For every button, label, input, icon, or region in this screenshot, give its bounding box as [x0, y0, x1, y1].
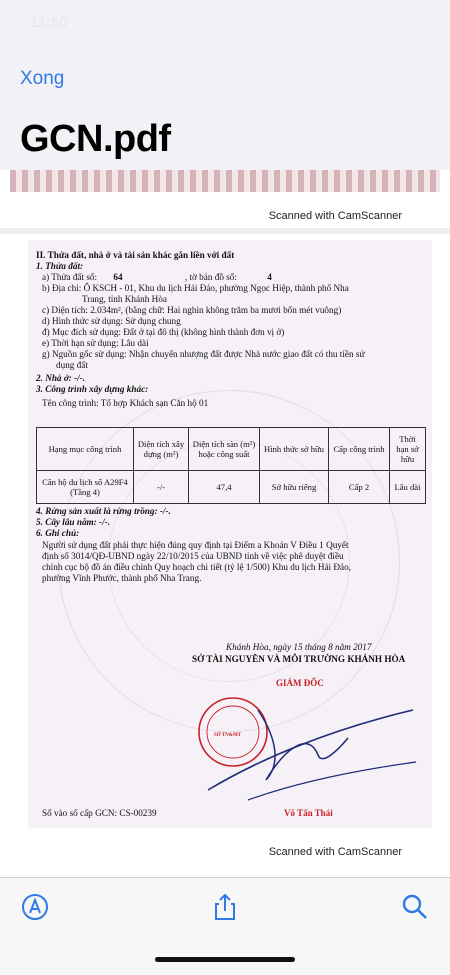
- stamp-inner-ring: [207, 706, 259, 758]
- director-title: GIÁM ĐỐC: [276, 678, 324, 688]
- page-border-pattern: [10, 170, 440, 192]
- stamp-text: SỞ TN&MT: [214, 733, 241, 738]
- search-icon[interactable]: [400, 892, 430, 922]
- note-line-3: chỉnh cục bộ đồ án điều chỉnh Quy hoạch chi tiết (tỷ lệ 1/500) Khu du lịch Hải Đảo,: [42, 562, 351, 572]
- table-cell: -/-: [134, 471, 189, 504]
- camscanner-watermark: Scanned with CamScanner: [268, 846, 402, 858]
- table-cell: 47,4: [189, 471, 260, 504]
- issue-date: Khánh Hòa, ngày 15 tháng 8 năm 2017: [226, 642, 372, 652]
- pdf-page-1: [0, 170, 450, 228]
- table-header-row: [37, 428, 426, 471]
- signature-stamp: [188, 670, 418, 820]
- markup-pen-icon[interactable]: [20, 892, 50, 922]
- usage-form-line: d) Hình thức sử dụng: Sử dụng chung: [42, 316, 181, 326]
- address-line-1: b) Địa chỉ: Ô KSCH - 01, Khu du lịch Hải Đảo, phường Ngọc Hiệp, thành phố Nha: [42, 283, 349, 293]
- certificate-page: [28, 240, 432, 828]
- stamp-outer-ring: [199, 698, 267, 766]
- note-line-2: định số 3014/QĐ-UBND ngày 22/10/2015 của UBND tỉnh về việc phê duyệt điều: [42, 551, 344, 561]
- signer-name: Võ Tấn Thái: [284, 808, 333, 818]
- note-line-1: Người sử dụng đất phải thực hiện đúng quy định tại Điểm a Khoản V Điều 1 Quyết: [42, 540, 349, 550]
- table-header: Diện tích sàn (m²) hoặc công suất: [189, 428, 260, 471]
- area-line: c) Diện tích: 2.034m², (bằng chữ: Hai nghìn không trăm ba mươi bốn mét vuông): [42, 305, 342, 315]
- table-header: Cấp công trình: [329, 428, 390, 471]
- pdf-viewer[interactable]: [0, 170, 450, 877]
- share-icon[interactable]: [210, 892, 240, 922]
- table-header: Hình thức sở hữu: [260, 428, 329, 471]
- table-cell: Lâu dài: [390, 471, 426, 504]
- parcel-heading: 1. Thửa đất:: [36, 261, 84, 271]
- signature-stroke-1: [208, 710, 413, 790]
- map-sheet-label: , tờ bản đồ số:: [184, 272, 237, 282]
- table-cell: Sở hữu riêng: [260, 471, 329, 504]
- map-sheet-number: 4: [267, 272, 272, 282]
- table-cell: Căn hộ du lịch số A29F4 (Tầng 4): [37, 471, 134, 504]
- usage-term-line: e) Thời hạn sử dụng: Lâu dài: [42, 338, 149, 348]
- usage-origin-line-1: g) Nguồn gốc sử dụng: Nhận chuyển nhượng đất được Nhà nước giao đất có thu tiền sử: [42, 349, 365, 359]
- table-cell: Cấp 2: [329, 471, 390, 504]
- parcel-number-line: [42, 272, 272, 283]
- table-header: Hạng mục công trình: [37, 428, 134, 471]
- status-time: 11:50: [30, 14, 68, 31]
- done-button[interactable]: Xong: [20, 68, 65, 89]
- address-line-2: Trang, tỉnh Khánh Hòa: [82, 294, 167, 304]
- camscanner-watermark: Scanned with CamScanner: [268, 210, 402, 222]
- usage-origin-line-2: dụng đất: [56, 360, 88, 370]
- forest-line: 4. Rừng sản xuất là rừng trồng: -/-.: [36, 506, 171, 516]
- file-title: GCN.pdf: [20, 118, 171, 160]
- parcel-number: 64: [113, 272, 123, 282]
- parcel-number-label: a) Thửa đất số:: [42, 272, 98, 282]
- section-heading: II. Thửa đất, nhà ở và tài sản khác gắn liền với đất: [36, 250, 235, 260]
- construction-name: Tên công trình: Tổ hợp Khách sạn Căn hộ 01: [42, 398, 209, 408]
- pdf-page-2: [0, 234, 450, 877]
- table-header: Diện tích xây dựng (m²): [134, 428, 189, 471]
- status-bar: [0, 0, 450, 44]
- construction-heading: 3. Công trình xây dựng khác:: [36, 384, 149, 394]
- usage-purpose-line: đ) Mục đích sử dụng: Đất ở tại đô thị (không hình thành đơn vị ở): [42, 327, 285, 337]
- signature-stroke-2: [258, 710, 348, 780]
- issuing-agency: SỞ TÀI NGUYÊN VÀ MÔI TRƯỜNG KHÁNH HÒA: [192, 654, 406, 664]
- notes-heading: 6. Ghi chú:: [36, 528, 80, 538]
- house-line: 2. Nhà ở: -/-.: [36, 373, 86, 383]
- note-line-4: phường Vĩnh Phước, thành phố Nha Trang.: [42, 573, 202, 583]
- construction-table: [36, 427, 426, 504]
- gcn-register-number: Số vào sổ cấp GCN: CS-00239: [42, 808, 157, 818]
- perennial-line: 5. Cây lâu năm: -/-.: [36, 517, 111, 527]
- table-header: Thời hạn sở hữu: [390, 428, 426, 471]
- table-row: [37, 471, 426, 504]
- home-indicator: [155, 957, 295, 962]
